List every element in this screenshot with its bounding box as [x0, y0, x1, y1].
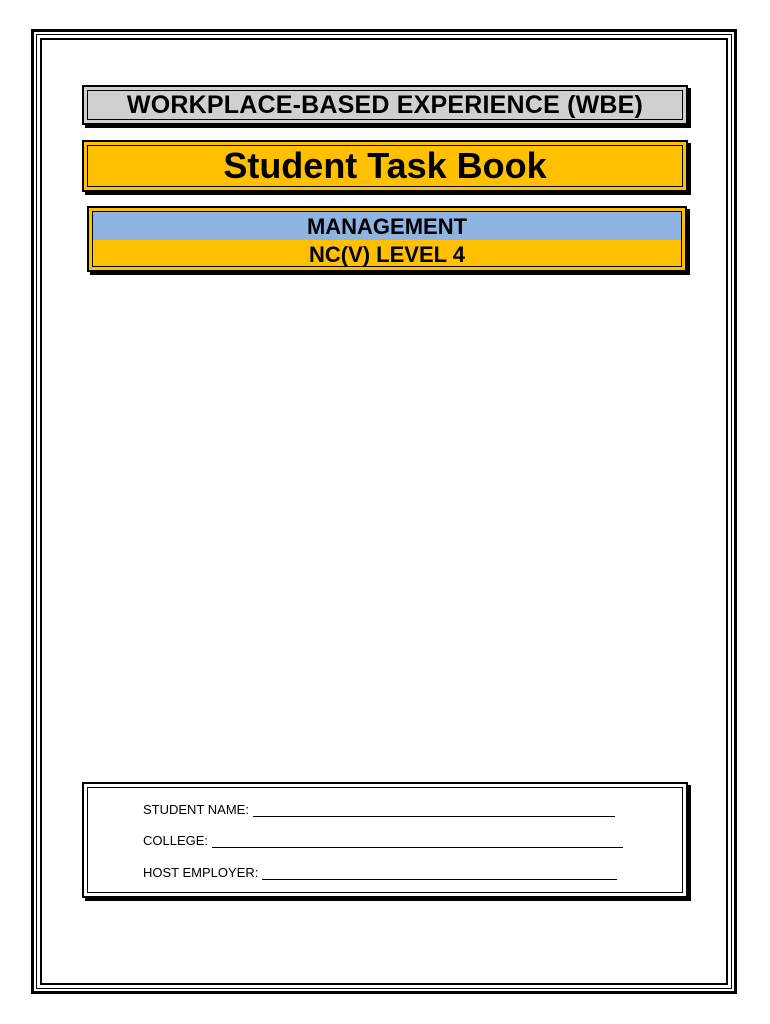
program-banner: [82, 85, 688, 125]
student-name-row: [143, 802, 615, 817]
host-employer-field[interactable]: [262, 868, 617, 880]
student-name-label: STUDENT NAME:: [143, 802, 249, 817]
document-title: Student Task Book: [223, 145, 547, 186]
subject-banner: [87, 206, 687, 272]
college-label: COLLEGE:: [143, 833, 209, 848]
program-title: WORKPLACE-BASED EXPERIENCE (WBE): [126, 90, 644, 119]
host-employer-label: HOST EMPLOYER:: [143, 865, 259, 880]
student-info-form: [82, 782, 688, 898]
college-row: [143, 833, 623, 848]
college-field[interactable]: [212, 836, 623, 848]
subject-name: MANAGEMENT: [306, 214, 468, 239]
host-employer-row: [143, 865, 617, 880]
title-banner: [82, 140, 688, 192]
subject-level: NC(V) LEVEL 4: [308, 242, 466, 267]
student-name-field[interactable]: [253, 805, 615, 817]
